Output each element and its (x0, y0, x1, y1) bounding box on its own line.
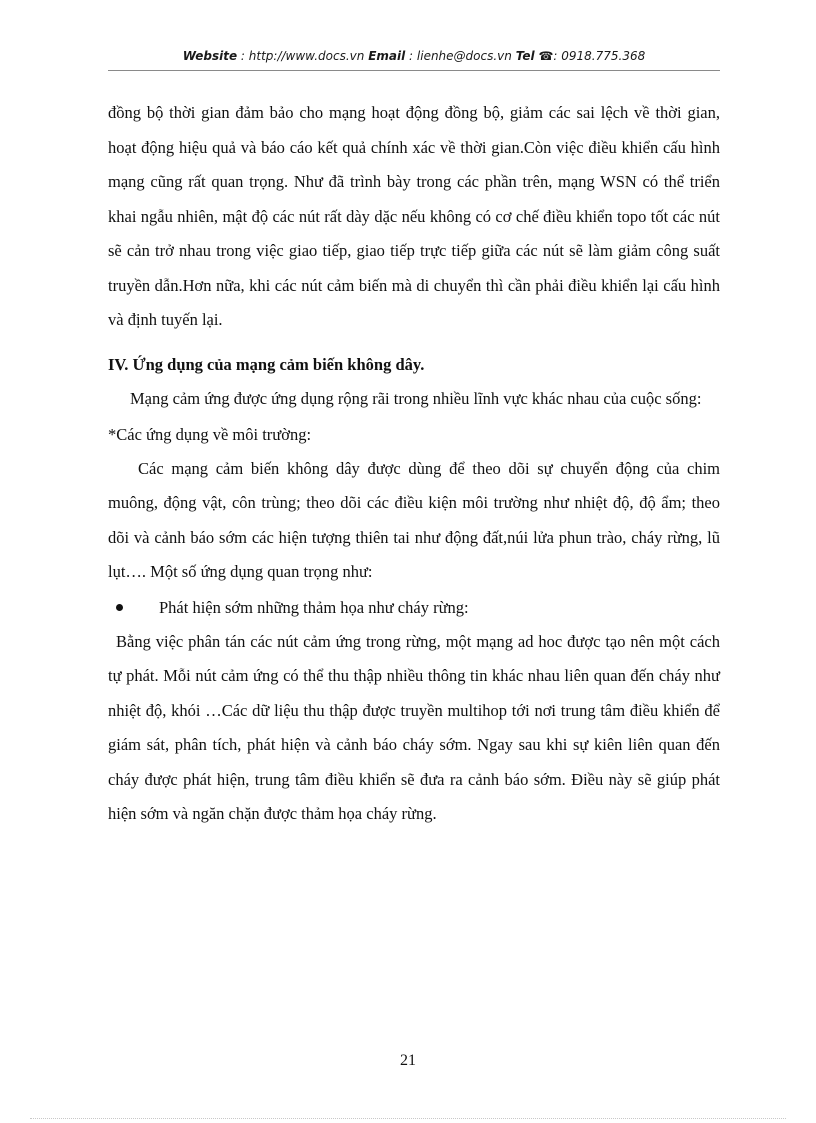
website-label: Website (182, 49, 238, 63)
page-header (108, 49, 720, 63)
section-heading: IV. Ứng dụng của mạng cảm biến không dây. (108, 354, 425, 374)
paragraph-applications-intro: Mạng cảm ứng được ứng dụng rộng rãi trong nhiều lĩnh vực khác nhau của cuộc sống: (130, 389, 702, 408)
tel-value: : 0918.775.368 (553, 49, 646, 63)
paragraph-fire-detection: Bằng việc phân tán các nút cảm ứng trong rừng, một mạng ad hoc được tạo nên một cách tự phát. Mỗi nút cảm ứng có thể thu thập nhiều thông tin khác nhau liên quan đến cháy như nhiệt độ, khói …Các dữ liệu thu thập được truyền multihop tới nơi trung tâm điều khiển để giám sát, phân tích, phát hiện và cảnh báo cháy sớm. Ngay sau khi sự kiên liên quan đến cháy được phát hiện, trung tâm điều khiển sẽ đưa ra cảnh báo sớm. Điều này sẽ giúp phát hiện sớm và ngăn chặn được thảm họa cháy rừng. (108, 631, 720, 823)
paragraph-topology-control: đồng bộ thời gian đảm bảo cho mạng hoạt động đồng bộ, giảm các sai lệch về thời gian, hoạt động hiệu quả và báo cáo kết quả chính xác về thời gian.Còn việc điều khiển cấu hình mạng cũng rất quan trọng. Như đã trình bày trong các phần trên, mạng WSN có thể triển khai ngẫu nhiên, mật độ các nút rất dày dặc nếu không có cơ chế điều khiển topo tốt các nút sẽ cản trở nhau trong việc giao tiếp, giao tiếp trực tiếp giữa các nút sẽ làm giảm công suất truyền dẫn.Hơn nữa, khi các nút cảm biến mà di chuyển thì cần phải điều khiển lại cấu hình và định tuyến lại. (108, 103, 720, 329)
bullet-text: Phát hiện sớm những thảm họa như cháy rừng: (159, 597, 469, 617)
page-number: 21 (400, 1052, 416, 1069)
header-divider (108, 70, 720, 71)
bullet-dot-icon (116, 604, 123, 611)
email-label: Email (368, 49, 406, 63)
subheading-environment: *Các ứng dụng về môi trường: (108, 424, 312, 444)
paragraph-environment: Các mạng cảm biến không dây được dùng để theo dõi sự chuyển động của chim muông, động vật, côn trùng; theo dõi các điều kiện môi trường như nhiệt độ, độ ẩm; theo dõi và cảnh báo sớm các hiện tượng thiên tai như động đất,núi lửa phun trào, cháy rừng, lũ lụt…. Một số ứng dụng quan trọng như: (108, 458, 720, 581)
email-value: : lienhe@docs.vn (409, 49, 512, 63)
tel-label: Tel (515, 49, 535, 63)
website-value: : http://www.docs.vn (240, 49, 365, 63)
bullet-item-fire-detection (108, 590, 720, 625)
document-body (108, 96, 720, 832)
phone-icon: ☎ (538, 49, 554, 63)
page-bottom-border (30, 1118, 786, 1119)
